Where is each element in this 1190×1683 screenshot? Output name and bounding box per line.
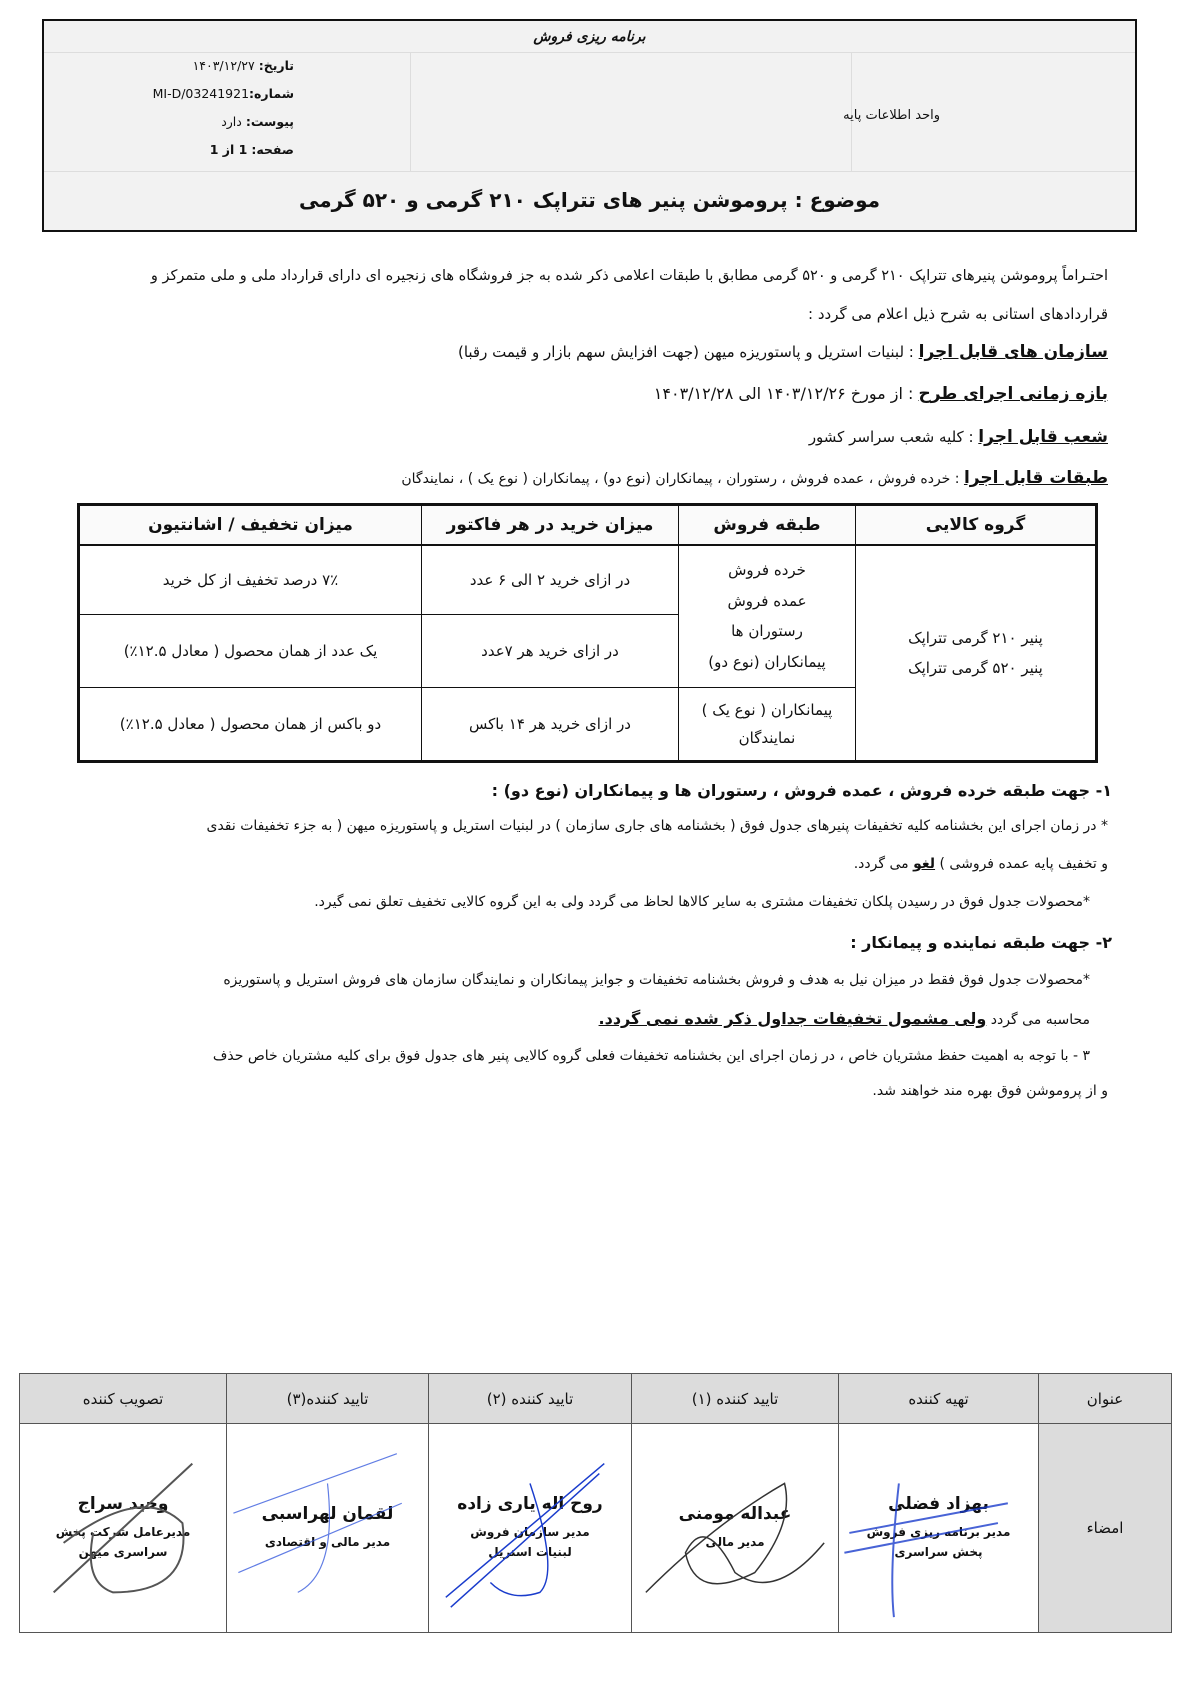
- date-value: ۱۴۰۳/۱۲/۲۷: [192, 58, 255, 73]
- purchase-cell: در ازای خرید ۲ الی ۶ عدد: [422, 545, 679, 615]
- col-header: میزان تخفیف / اشانتیون: [79, 505, 422, 545]
- sig-header: تایید کننده (۲): [429, 1374, 632, 1424]
- note-1-line-c: *محصولات جدول فوق در رسیدن پلکان تخفیفات مشتری به سایر کالاها لحاظ می گردد ولی به این گروه کالایی تخفیف تعلق نمی گیرد.: [314, 894, 1090, 910]
- note-1-title: ۱- جهت طبقه خرده فروش ، عمده فروش ، رستوران ها و پیمانکاران (نوع دو) :: [491, 781, 1112, 800]
- note-2-title: ۲- جهت طبقه نماینده و پیمانکار :: [850, 933, 1112, 952]
- sig-header: تهیه کننده: [839, 1374, 1039, 1424]
- sales-class: عمده فروش: [727, 591, 807, 610]
- note-2-line-a: *محصولات جدول فوق فقط در میزان نیل به هدف و فروش بخشنامه تخفیفات و جوایز پیمانکاران و نمایندگان سازمان های فروش استریل و پاستوریزه: [223, 972, 1090, 988]
- orgs-label: سازمان های قابل اجرا: [918, 342, 1108, 362]
- number-label: شماره:: [249, 86, 294, 101]
- header-meta-row: [44, 53, 1135, 172]
- signer-role: مدیر برنامه ریزی فروش پخش سراسری: [866, 1524, 1011, 1559]
- orgs-line: [50, 342, 1108, 362]
- signature-table: [19, 1373, 1172, 1633]
- discount-cell: دو باکس از همان محصول ( معادل ۱۲.۵٪): [79, 688, 422, 762]
- attachment-value: دارد: [221, 114, 242, 129]
- header-title: برنامه ریزی فروش: [44, 21, 1135, 53]
- handwritten-signature: [227, 1424, 428, 1632]
- note-3-line-b: و از پروموشن فوق بهره مند خواهند شد.: [872, 1083, 1108, 1099]
- orgs-value: : لبنیات استریل و پاستوریزه میهن (جهت افزایش سهم بازار و قیمت رقبا): [457, 343, 919, 361]
- sig-row-label: امضاء: [1039, 1424, 1172, 1633]
- purchase-cell: در ازای خرید هر ۱۴ باکس: [422, 688, 679, 762]
- sales-class: پیمانکاران ( نوع یک ): [701, 700, 833, 719]
- product-group: پنیر ۵۲۰ گرمی تتراپک: [908, 658, 1043, 677]
- divider: [410, 53, 411, 171]
- promotion-table: [77, 503, 1098, 763]
- signature-cell: [227, 1424, 429, 1633]
- attachment-field: [94, 114, 294, 129]
- document-header: [42, 19, 1137, 232]
- subject: موضوع : پروموشن پنیر های تتراپک ۲۱۰ گرمی و ۵۲۰ گرمی: [298, 188, 881, 212]
- signer-role: مدیرعامل شرکت پخش سراسری میهن: [55, 1524, 191, 1559]
- page-field: [94, 142, 294, 157]
- signer-name: بهزاد فضلی: [888, 1493, 989, 1514]
- signature-row: [20, 1424, 1172, 1633]
- number-field: [94, 86, 294, 101]
- signer-role: مدیر مالی: [705, 1534, 765, 1549]
- branches-label: شعب قابل اجرا: [978, 427, 1108, 447]
- signer-role: مدیر سازمان فروش لبنیات استریل: [470, 1524, 590, 1559]
- sales-class: خرده فروش: [728, 560, 806, 579]
- intro-line-2: قراردادهای استانی به شرح ذیل اعلام می گردد :: [808, 305, 1108, 323]
- signer-name: لقمان لهراسبی: [261, 1503, 394, 1524]
- signer-name: وحید سراج: [77, 1493, 169, 1514]
- period-line: [50, 384, 1108, 404]
- sig-header: تایید کننده(۳): [227, 1374, 429, 1424]
- sig-header: تصویب کننده: [20, 1374, 227, 1424]
- period-value: : از مورخ ۱۴۰۳/۱۲/۲۶ الی ۱۴۰۳/۱۲/۲۸: [653, 384, 919, 403]
- signature-cell: [839, 1424, 1039, 1633]
- classes-label: طبقات قابل اجرا: [963, 468, 1108, 488]
- handwritten-signature: [632, 1424, 838, 1632]
- text: و تخفیف پایه عمده فروشی ): [935, 856, 1108, 872]
- sig-header: تایید کننده (۱): [632, 1374, 839, 1424]
- signature-cell: [20, 1424, 227, 1633]
- note-1-line-b: [50, 856, 1108, 872]
- col-header: گروه کالایی: [856, 505, 1097, 545]
- intro-line-1: احتـراماً پروموشن پنیرهای تتراپک ۲۱۰ گرمی و ۵۲۰ گرمی مطابق با طبقات اعلامی ذکر شده به جز فروشگاه های زنجیره ای دارای قرارداد ملی و ملی متمرکز و: [150, 268, 1108, 284]
- sales-class-cell: [679, 545, 856, 688]
- purchase-cell: در ازای خرید هر ۷عدد: [422, 615, 679, 688]
- product-group-cell: [856, 545, 1097, 762]
- discount-cell: یک عدد از همان محصول ( معادل ۱۲.۵٪): [79, 615, 422, 688]
- col-header: میزان خرید در هر فاکتور: [422, 505, 679, 545]
- signer-role: مدیر مالی و اقتصادی: [264, 1534, 391, 1549]
- classes-value: : خرده فروش ، عمده فروش ، رستوران ، پیمانکاران (نوع دو) ، پیمانکاران ( نوع یک ) ، نمایندگان: [401, 471, 964, 487]
- sales-class-cell: [679, 688, 856, 762]
- exclusion-emphasis: ولی مشمول تخفیفات جداول ذکر شده نمی گردد.: [598, 1009, 987, 1028]
- cancel-emphasis: لغو: [913, 856, 936, 872]
- number-value: MI-D/03241921: [152, 86, 250, 101]
- page-label: صفحه:: [251, 142, 294, 157]
- table-header-row: [79, 505, 1097, 545]
- col-header: طبقه فروش: [679, 505, 856, 545]
- page-value: 1 از 1: [209, 142, 248, 157]
- product-group: پنیر ۲۱۰ گرمی تتراپک: [908, 628, 1043, 647]
- unit-name: واحد اطلاعات پایه: [843, 108, 940, 123]
- note-2-line-b: [50, 1009, 1090, 1028]
- sig-header: عنوان: [1039, 1374, 1172, 1424]
- note-3-line-a: ۳ - با توجه به اهمیت حفظ مشتریان خاص ، در زمان اجرای این بخشنامه تخفیفات فعلی گروه کالایی پنیر های جدول فوق برای کلیه مشتریان خاص حذف: [212, 1048, 1090, 1064]
- signer-name: روح اله یاری زاده: [457, 1493, 603, 1514]
- date-label: تاریخ:: [258, 58, 294, 73]
- text: می گردد.: [853, 856, 914, 872]
- branches-value: : کلیه شعب سراسر کشور: [808, 428, 979, 446]
- signer-name: عبداله مومنی: [678, 1503, 792, 1524]
- table-row: [79, 545, 1097, 615]
- signature-cell: [632, 1424, 839, 1633]
- signature-header-row: [20, 1374, 1172, 1424]
- sales-class: رستوران ها: [731, 622, 803, 641]
- signature-cell: [429, 1424, 632, 1633]
- sales-class: نمایندگان: [738, 729, 796, 747]
- sales-class: پیمانکاران (نوع دو): [708, 653, 826, 671]
- note-1-line-a: * در زمان اجرای این بخشنامه کلیه تخفیفات پنیرهای جدول فوق ( بخشنامه های جاری سازمان ) در لبنیات استریل و پاستوریزه میهن ( به جزء تخفیفات نقدی: [206, 818, 1108, 834]
- text: محاسبه می گردد: [986, 1012, 1090, 1028]
- date-field: [94, 58, 294, 73]
- attachment-label: پیوست:: [245, 114, 294, 129]
- period-label: بازه زمانی اجرای طرح: [918, 384, 1108, 404]
- branches-line: [50, 427, 1108, 447]
- classes-line: [50, 468, 1108, 488]
- discount-cell: ۷٪ درصد تخفیف از کل خرید: [79, 545, 422, 615]
